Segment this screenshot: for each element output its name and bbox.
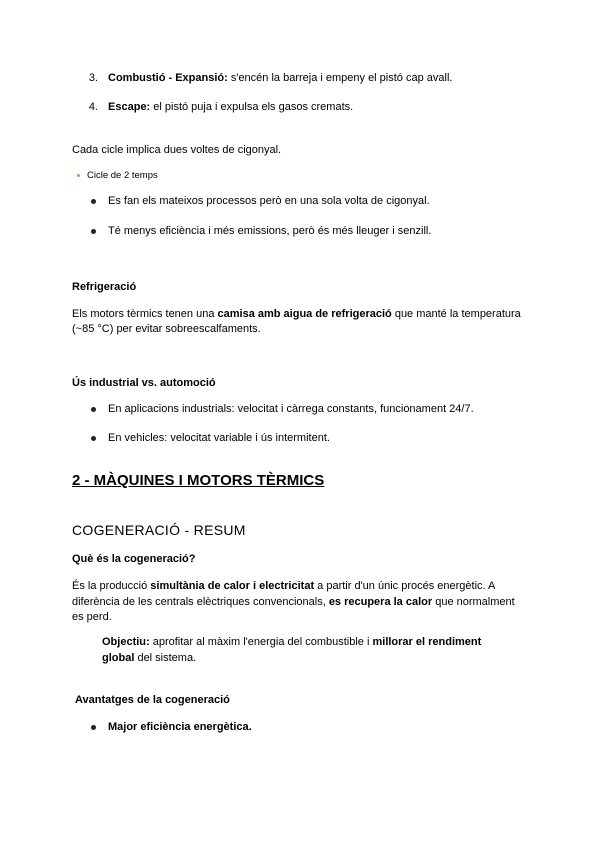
text-run: Els motors tèrmics tenen una [72,308,218,320]
bullet-icon [91,407,96,412]
text-run: diferència de les centrals elèctriques convencionals, [72,596,329,608]
text-run-bold: millorar el rendiment [372,636,482,648]
orange-bullet-icon [77,174,80,177]
list-item: Té menys eficiència i més emissions, però és més lleuger i senzill. [108,225,432,237]
step-number: 4. [88,101,98,113]
advantages-heading: Avantatges de la cogeneració [75,694,230,706]
two-stroke-label: Cicle de 2 temps [87,170,158,181]
text-run: que normalment [432,596,515,608]
question-heading: Què és la cogeneració? [72,553,196,565]
section-title: 2 - MÀQUINES I MOTORS TÈRMICS [72,472,325,489]
step-term: Combustió - Expansió: [108,72,228,84]
text-run: a partir d'un únic procés energètic. A [314,580,496,592]
cycle-note: Cada cicle implica dues voltes de cigonyal. [72,144,282,156]
text-run: del sistema. [134,652,197,664]
bullet-icon [91,229,96,234]
usage-heading: Ús industrial vs. automoció [72,377,216,389]
step-item [108,71,452,86]
cooling-heading: Refrigeració [72,281,137,293]
text-run-bold: es recupera la calor [328,596,433,608]
objective-label: Objectiu: [102,636,150,648]
cooling-paragraph-line: (~85 °C) per evitar sobreescalfaments. [72,323,261,335]
list-item: En vehicles: velocitat variable i ús intermitent. [108,432,330,444]
text-run-bold: camisa amb aigua de refrigeració [217,308,392,320]
step-item [108,100,353,115]
cooling-paragraph-line [72,307,521,322]
text-run: aprofitar al màxim l'energia del combustible i [149,636,373,648]
step-number: 3. [88,72,98,84]
step-text: el pistó puja i expulsa els gasos cremats. [150,101,354,113]
text-run: És la producció [72,580,151,592]
paragraph-line [72,595,515,610]
step-text: s'encén la barreja i empeny el pistó cap avall. [227,72,453,84]
bullet-icon [91,725,96,730]
list-item: En aplicacions industrials: velocitat i càrrega constants, funcionament 24/7. [108,403,474,415]
step-term: Escape: [108,101,151,113]
paragraph-line [72,579,495,594]
text-run: que manté la temperatura [391,308,521,320]
bullet-icon [91,199,96,204]
list-item: Major eficiència energètica. [108,721,252,733]
cogeneration-title: COGENERACIÓ - RESUM [72,522,246,538]
text-run-bold: simultània de calor i electricitat [150,580,315,592]
bullet-icon [91,436,96,441]
objective-line [102,635,481,650]
paragraph-line: es perd. [72,611,112,623]
text-run-bold: global [102,652,135,664]
list-item: Es fan els mateixos processos però en una sola volta de cigonyal. [108,195,430,207]
objective-line [102,651,196,666]
